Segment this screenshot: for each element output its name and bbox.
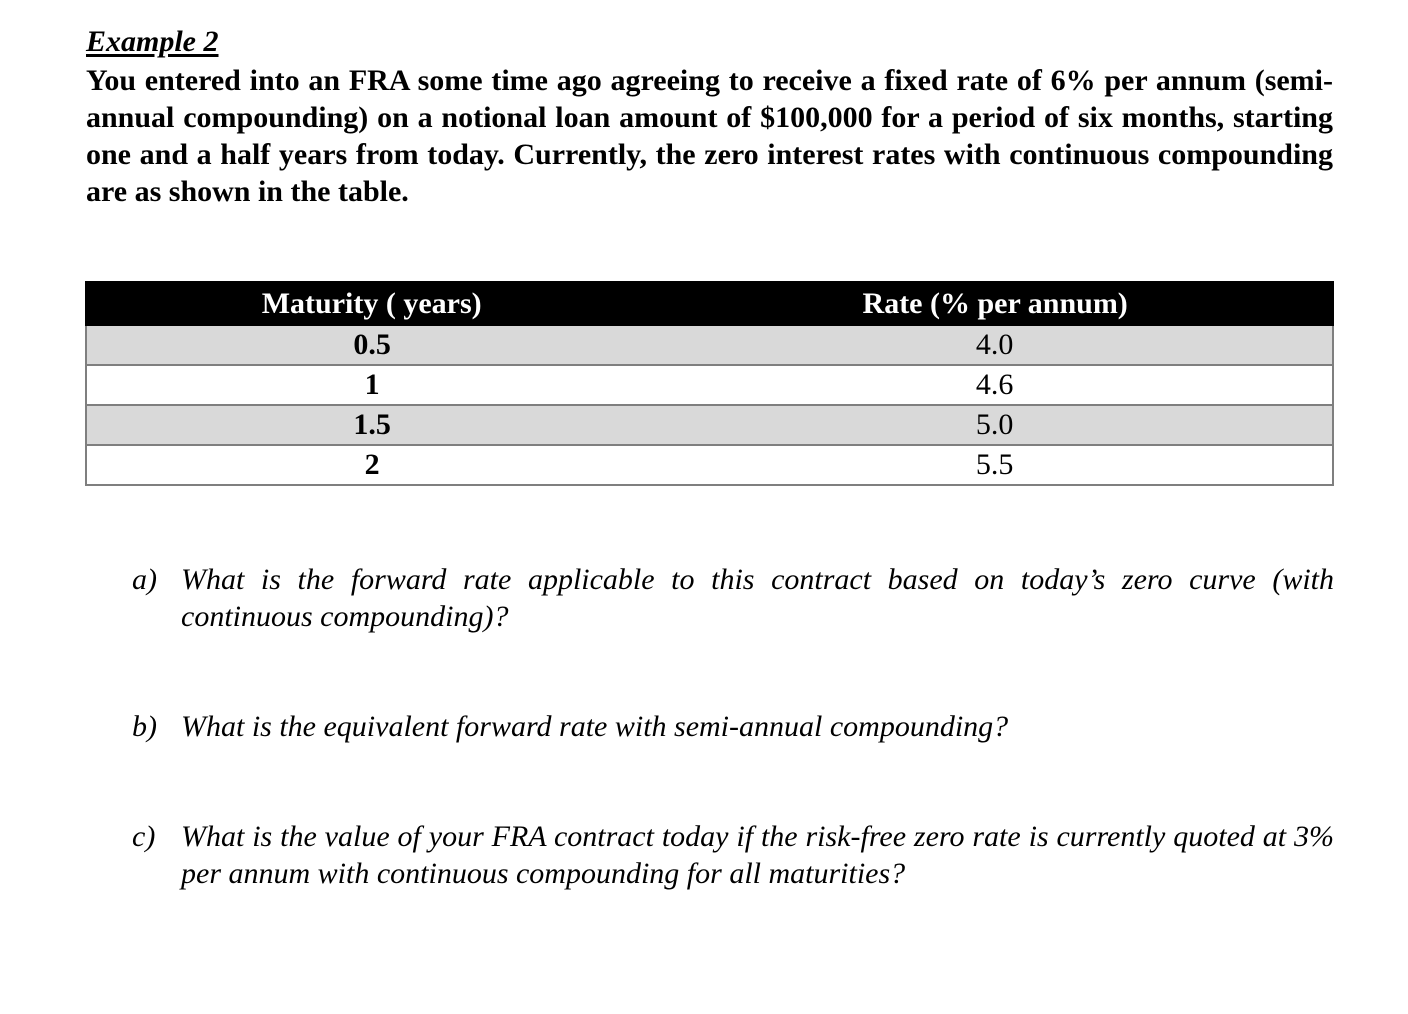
question-label: c) <box>132 820 156 853</box>
table-row <box>86 325 1333 365</box>
cell-rate: 5.0 <box>657 405 1333 445</box>
zero-rates-table <box>85 281 1334 486</box>
question-a <box>132 561 1334 635</box>
header-maturity: Maturity ( years) <box>86 282 657 325</box>
question-c <box>132 818 1334 892</box>
example-heading: Example 2 <box>86 25 219 58</box>
problem-statement: You entered into an FRA some time ago agreeing to receive a fixed rate of 6% per annum (semi-annual compounding) on a notional loan amount of $100,000 for a period of six months, starting one and a half years from today. Currently, the zero interest rates with continuous compounding are as shown in the table. <box>86 64 1333 208</box>
table-row <box>86 365 1333 405</box>
cell-rate: 5.5 <box>657 445 1333 485</box>
header-rate: Rate (% per annum) <box>657 282 1333 325</box>
table-row <box>86 405 1333 445</box>
question-b <box>132 708 1334 745</box>
cell-rate: 4.0 <box>657 325 1333 365</box>
table-header-row <box>86 282 1333 325</box>
question-text: What is the forward rate applicable to this contract based on today’s zero curve (with continuous compounding)? <box>181 563 1334 633</box>
cell-maturity: 1.5 <box>86 405 657 445</box>
cell-rate: 4.6 <box>657 365 1333 405</box>
table-row <box>86 445 1333 485</box>
question-text: What is the value of your FRA contract today if the risk-free zero rate is currently quoted at 3% per annum with continuous compounding for all maturities? <box>181 820 1334 890</box>
question-text: What is the equivalent forward rate with semi-annual compounding? <box>181 710 1009 743</box>
cell-maturity: 2 <box>86 445 657 485</box>
question-label: a) <box>132 563 157 596</box>
cell-maturity: 0.5 <box>86 325 657 365</box>
question-label: b) <box>132 710 157 743</box>
cell-maturity: 1 <box>86 365 657 405</box>
